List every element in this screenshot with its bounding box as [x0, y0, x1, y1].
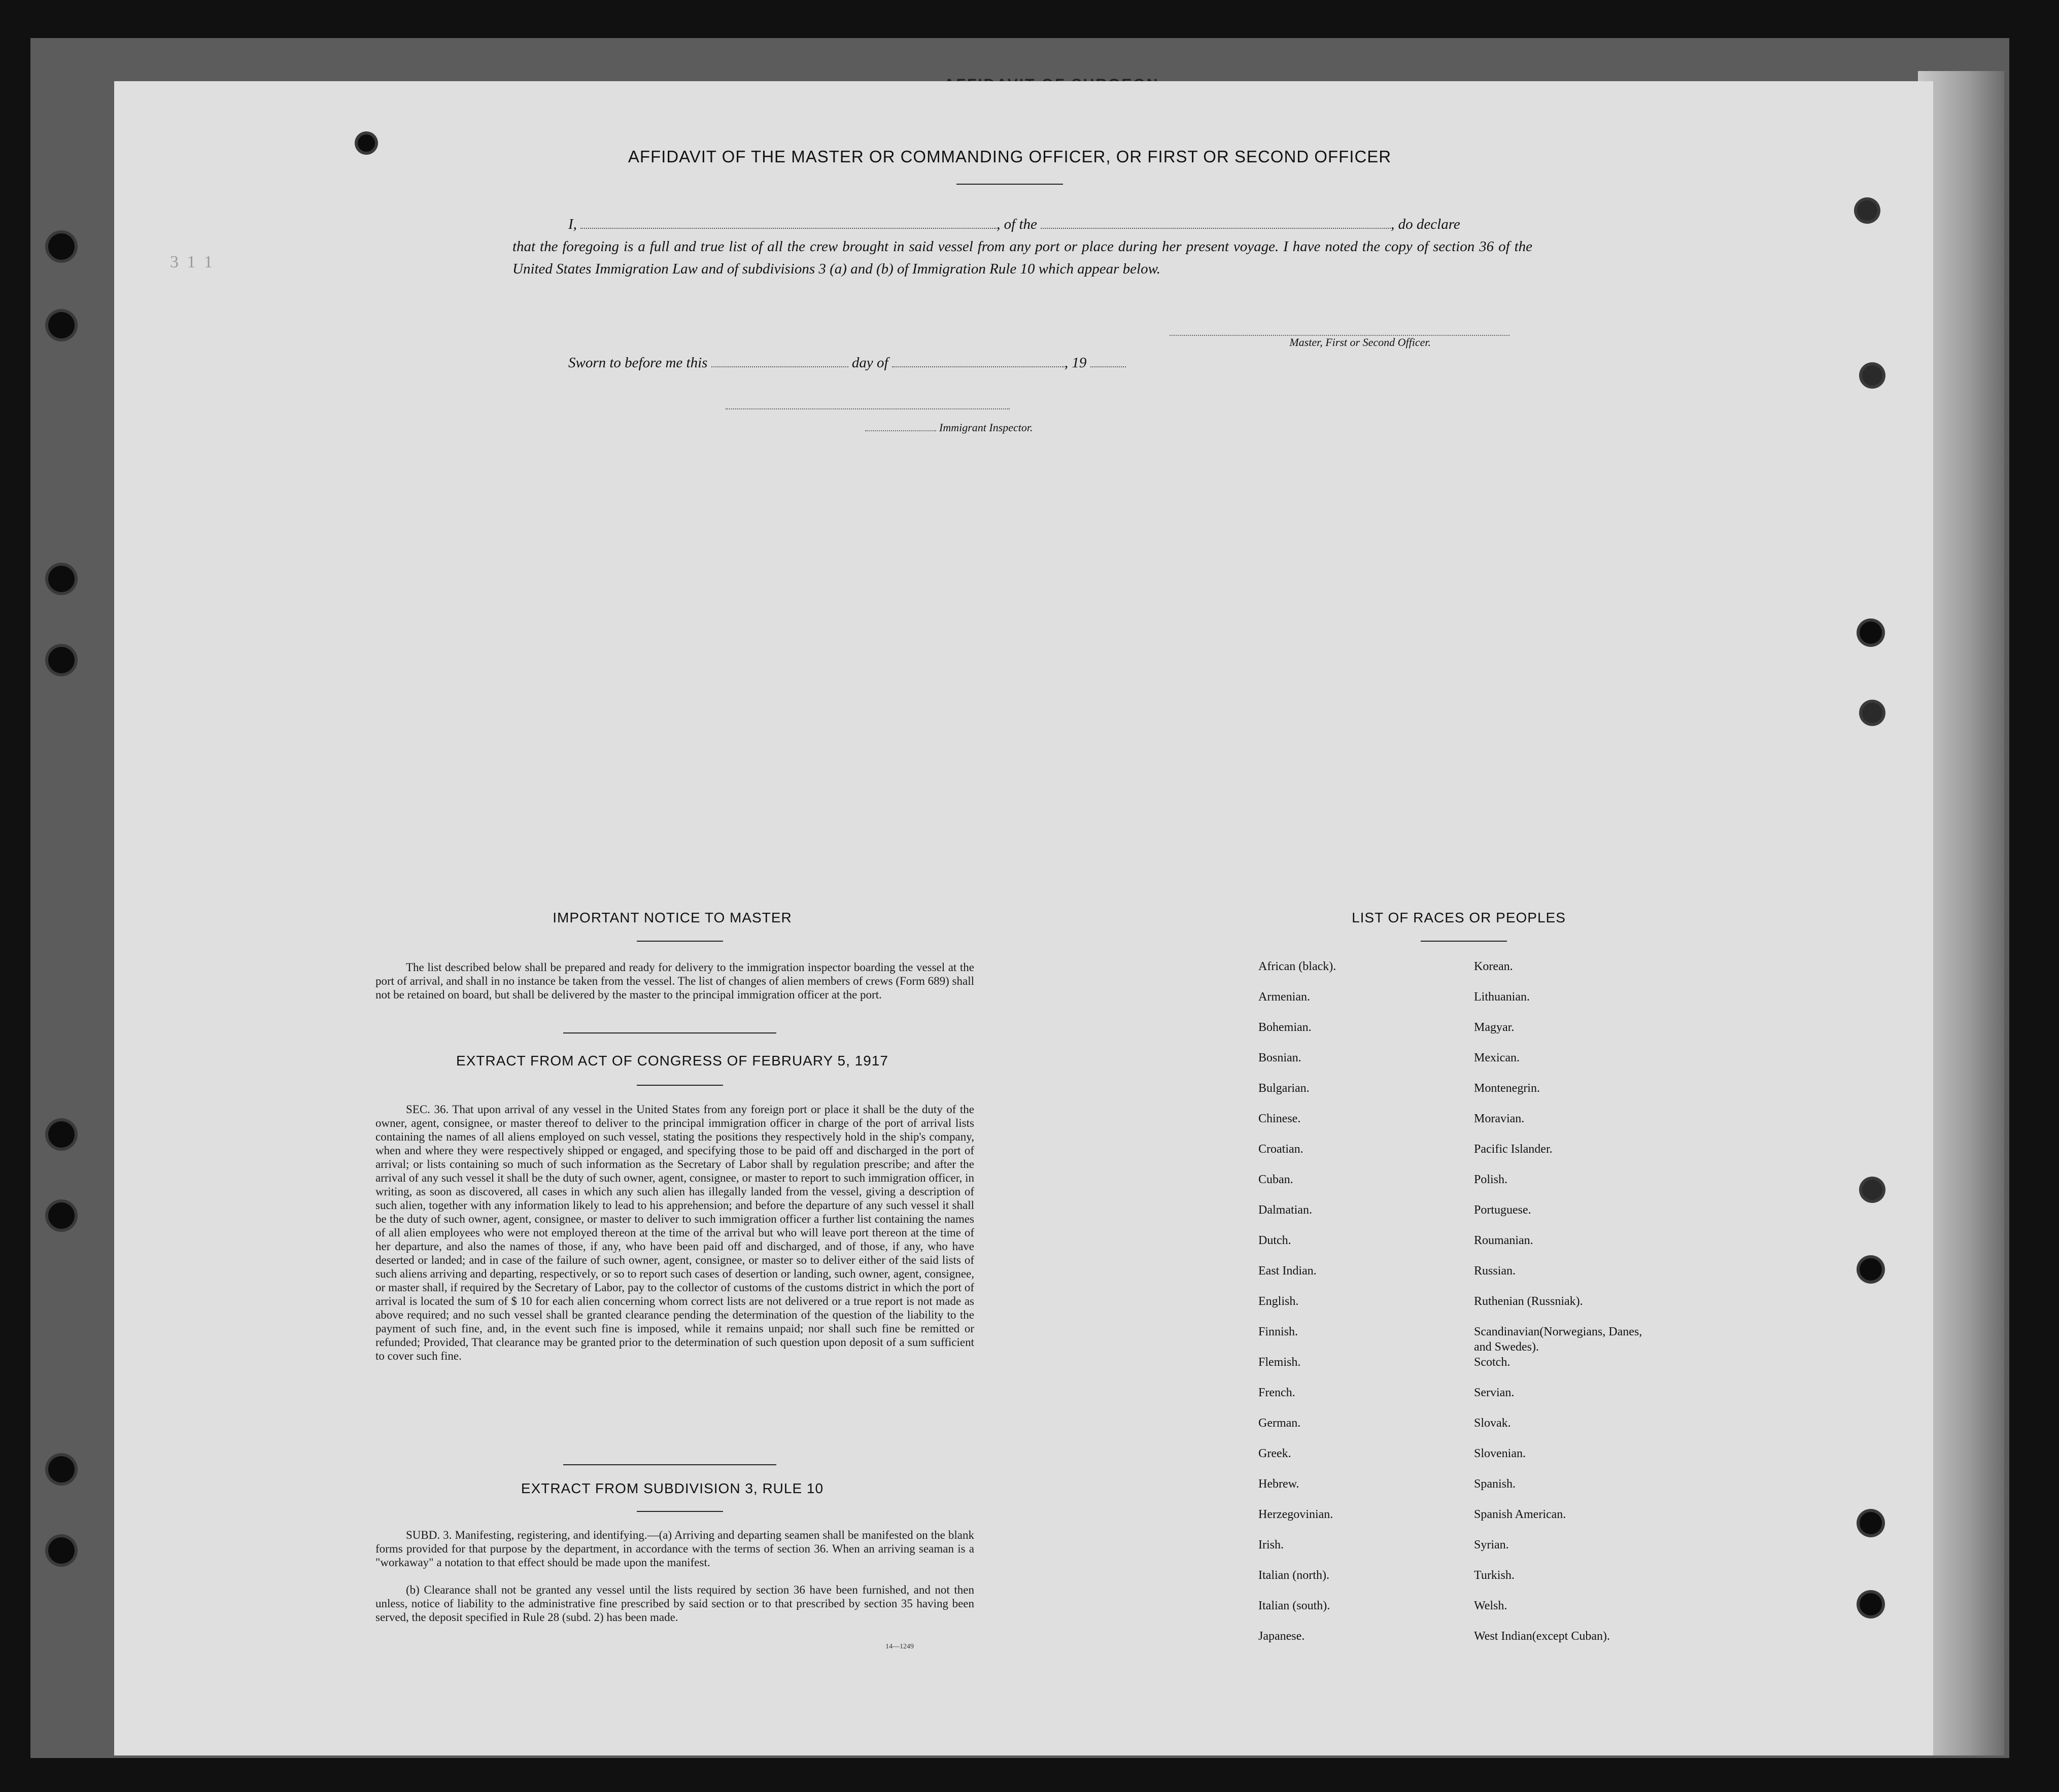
- race-item: Japanese.: [1258, 1630, 1305, 1643]
- race-item: Syrian.: [1474, 1538, 1509, 1552]
- binder-hole-icon: [1857, 200, 1877, 221]
- race-item: Scandinavian(Norwegians, Danes, and Swedes).: [1474, 1325, 1642, 1354]
- race-item: Bulgarian.: [1258, 1082, 1310, 1095]
- race-item: Chinese.: [1258, 1112, 1301, 1125]
- act-extract-title: EXTRACT FROM ACT OF CONGRESS OF FEBRUARY 5, 1917: [456, 1053, 888, 1069]
- race-item: Servian.: [1474, 1386, 1515, 1399]
- binder-hole-icon: [48, 1121, 75, 1148]
- binder-hole-icon: [48, 647, 75, 673]
- binder-hole-icon: [1860, 622, 1882, 644]
- inspector-label: Immigrant Inspector.: [939, 421, 1033, 434]
- sworn-year-field[interactable]: [1090, 354, 1126, 367]
- race-item: Bosnian.: [1258, 1051, 1301, 1064]
- race-item: Mexican.: [1474, 1051, 1520, 1064]
- race-item: Montenegrin.: [1474, 1082, 1540, 1095]
- race-item: Croatian.: [1258, 1143, 1303, 1156]
- race-item: Slovak.: [1474, 1417, 1511, 1430]
- sworn-month-field[interactable]: [892, 354, 1065, 367]
- affidavit-text: that the foregoing is a full and true list of all the crew brought in said vessel from any port or place during her present voyage. I have noted the copy of section 36 of the United States Immigration Law and of subdivisions 3 (a) and (b) of Immigration Rule 10 which appear below.: [512, 238, 1532, 277]
- race-item: Spanish.: [1474, 1477, 1516, 1491]
- binder-hole-icon: [358, 134, 375, 152]
- race-item: Roumanian.: [1474, 1234, 1533, 1247]
- sworn-day-of: day of: [851, 355, 888, 371]
- race-item: Ruthenian (Russniak).: [1474, 1295, 1583, 1308]
- binder-hole-icon: [48, 1202, 75, 1229]
- race-item: Portuguese.: [1474, 1203, 1531, 1217]
- race-item: Hebrew.: [1258, 1477, 1299, 1491]
- race-item: African (black).: [1258, 960, 1336, 973]
- binder-hole-icon: [48, 233, 75, 260]
- race-item: Cuban.: [1258, 1173, 1293, 1186]
- race-item: Scotch.: [1474, 1356, 1511, 1369]
- race-item: Greek.: [1258, 1447, 1291, 1460]
- race-item: English.: [1258, 1295, 1299, 1308]
- title-rule: [956, 184, 1063, 185]
- binder-hole-icon: [48, 1456, 75, 1483]
- binder-hole-icon: [48, 1537, 75, 1564]
- act-extract-rule: [637, 1085, 723, 1086]
- sworn-line: [568, 354, 1126, 371]
- race-item: Dalmatian.: [1258, 1203, 1312, 1217]
- race-item: Italian (north).: [1258, 1569, 1329, 1582]
- affidavit-title: AFFIDAVIT OF THE MASTER OR COMMANDING OFFICER, OR FIRST OR SECOND OFFICER: [628, 147, 1392, 166]
- notice-rule: [637, 941, 723, 942]
- race-item: East Indian.: [1258, 1264, 1317, 1278]
- binder-hole-icon: [48, 312, 75, 338]
- notice-body: The list described below shall be prepared and ready for delivery to the immigration inspector boarding the vessel at the port of arrival, and shall in no instance be taken from the vessel. The list of changes of alien members of crews (Form 689) shall not be retained on board, but shall be delivered by the master to the principal immigration officer at the port.: [375, 961, 974, 1001]
- act-extract-body: SEC. 36. That upon arrival of any vessel in the United States from any foreign port or place it shall be the duty of the owner, agent, consignee, or master thereof to deliver to the principal immigration officer in charge of the port of arrival lists containing the names of all aliens employed on such vessel, stating the positions they respectively hold in the ship's company, when and where they were respectively shipped or engaged, and specifying those to be paid off and discharged in the port of arrival; or lists containing so much of such information as the Secretary of Labor shall by regulation prescribe; and after the arrival of any such vessel it shall be the duty of such owner, agent, consignee, or master to report to such immigration officer, in writing, as soon as discovered, all cases in which any such alien has illegally landed from the vessel, giving a description of such alien, together with any information likely to lead to his apprehension; and before the departure of any such vessel it shall be the duty of such owner, agent, consignee, or master to deliver to such immigration officer a further list containing the names of all alien employees who were not employed thereon at the time of the arrival but who will leave port thereon at the time of her departure, and also the names of those, if any, who have been paid off and discharged, and of those, if any, who have deserted or landed; and in case of the failure of such owner, agent, consignee, or master so to deliver either of the said lists of such aliens arriving and departing, respectively, or so to report such cases of desertion or landing, such owner, agent, consignee, or master shall, if required by the Secretary of Labor, pay to the collector of customs of the customs district in which the port of arrival is located the sum of $ 10 for each alien concerning whom correct lists are not delivered or a true report is not made as above required; and no such vessel shall be granted clearance pending the determination of the question of the liability to the payment of such fine, and, in the event such fine is imposed, while it remains unpaid; nor shall such fine be remitted or refunded; Provided, That clearance may be granted prior to the determination of such question upon deposit of a sum sufficient to cover such fine.: [375, 1103, 974, 1362]
- races-left-column: [1258, 959, 1461, 1659]
- race-item: Armenian.: [1258, 990, 1310, 1004]
- race-item: Italian (south).: [1258, 1599, 1330, 1612]
- race-item: Magyar.: [1474, 1021, 1515, 1034]
- races-rule: [1421, 941, 1507, 942]
- races-right-column: [1474, 959, 1687, 1659]
- name-field[interactable]: [580, 216, 997, 229]
- race-item: Flemish.: [1258, 1356, 1301, 1369]
- act-extract-end-rule: [563, 1464, 776, 1465]
- binder-hole-icon: [1860, 1593, 1882, 1615]
- form-number: 14—1249: [885, 1643, 914, 1650]
- binder-hole-icon: [1860, 1512, 1882, 1534]
- inspector-dots: [865, 430, 936, 431]
- sworn-prefix: Sworn to before me this: [568, 355, 708, 371]
- race-item: Dutch.: [1258, 1234, 1291, 1247]
- vessel-field[interactable]: [1041, 216, 1391, 229]
- races-title: LIST OF RACES OR PEOPLES: [1352, 910, 1566, 925]
- stamp-mark: 3 1 1: [170, 253, 215, 271]
- binder-hole-icon: [48, 566, 75, 592]
- race-item: Finnish.: [1258, 1325, 1298, 1338]
- race-item: Spanish American.: [1474, 1508, 1566, 1521]
- affidavit-i: I,: [568, 216, 577, 232]
- race-item: Turkish.: [1474, 1569, 1515, 1582]
- signature-label: Master, First or Second Officer.: [1289, 336, 1431, 349]
- binder-hole-icon: [1860, 1258, 1882, 1281]
- binder-hole-icon: [1862, 365, 1882, 386]
- sworn-year: , 19: [1064, 355, 1087, 371]
- rule-extract-para-b: (b) Clearance shall not be granted any vessel until the lists required by section 36 have been furnished, and not then unless, notice of liability to the administrative fine prescribed by said section or to that prescribed by section 35 having been served, the deposit specified in Rule 28 (subd. 2) has been made.: [375, 1583, 974, 1624]
- binder-hole-icon: [1862, 1180, 1882, 1200]
- race-item: Polish.: [1474, 1173, 1508, 1186]
- notice-end-rule: [563, 1032, 776, 1033]
- race-item: German.: [1258, 1417, 1301, 1430]
- race-item: Slovenian.: [1474, 1447, 1526, 1460]
- rule-extract-title: EXTRACT FROM SUBDIVISION 3, RULE 10: [521, 1480, 824, 1496]
- rule-extract-para-a: SUBD. 3. Manifesting, registering, and identifying.—(a) Arriving and departing seamen shall be manifested on the blank forms provided for that purpose by the department, in accordance with the terms of section 36. When an arriving seaman is a "workaway" a notation to that effect should be made upon the manifest.: [375, 1529, 974, 1569]
- affidavit-of-the: , of the: [997, 216, 1037, 232]
- race-item: Lithuanian.: [1474, 990, 1530, 1004]
- race-item: Irish.: [1258, 1538, 1284, 1552]
- notice-title: IMPORTANT NOTICE TO MASTER: [553, 910, 792, 925]
- race-item: West Indian(except Cuban).: [1474, 1630, 1610, 1643]
- race-item: Korean.: [1474, 960, 1513, 973]
- race-item: French.: [1258, 1386, 1295, 1399]
- affidavit-body: [512, 213, 1532, 280]
- inspector-signature-field[interactable]: [726, 408, 1010, 409]
- race-item: Russian.: [1474, 1264, 1516, 1278]
- race-item: Bohemian.: [1258, 1021, 1312, 1034]
- sworn-day-field[interactable]: [711, 354, 848, 367]
- rule-extract-rule: [637, 1511, 723, 1512]
- race-item: Herzegovinian.: [1258, 1508, 1333, 1521]
- binder-hole-icon: [1862, 703, 1882, 723]
- race-item: Welsh.: [1474, 1599, 1507, 1612]
- inspector-label-row: [865, 421, 1033, 434]
- race-item: Pacific Islander.: [1474, 1143, 1553, 1156]
- affidavit-declare: , do declare: [1391, 216, 1460, 232]
- race-item: Moravian.: [1474, 1112, 1525, 1125]
